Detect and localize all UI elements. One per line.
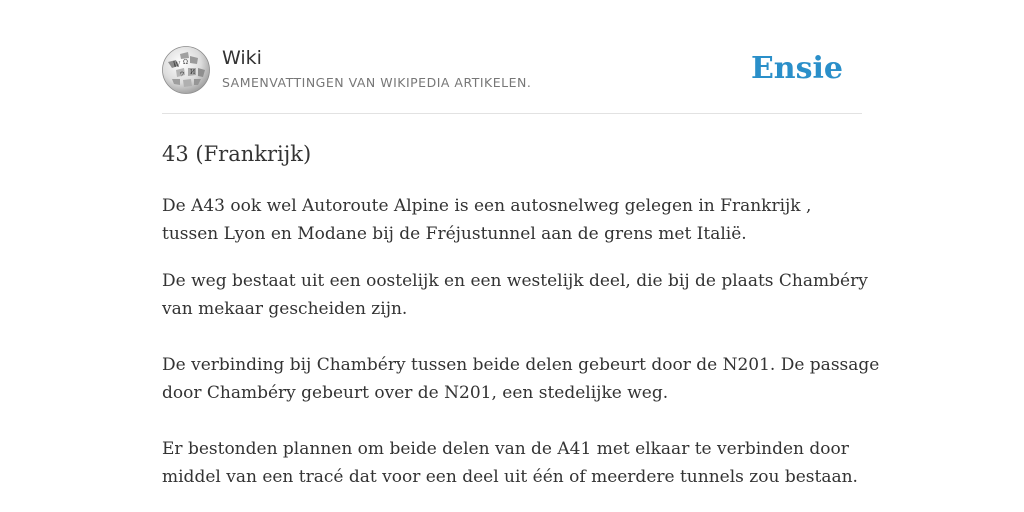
ensie-brand-link[interactable]: Ensie — [750, 51, 843, 86]
paragraph-line: Er bestonden plannen om beide delen van de A41 met elkaar te verbinden door — [162, 439, 849, 459]
svg-text:Ω: Ω — [183, 59, 188, 66]
content-container — [162, 0, 880, 491]
paragraph-line: De weg bestaat uit een oostelijk en een westelijk deel, die bij de plaats Chambéry — [162, 271, 868, 291]
article-title: 43 (Frankrijk) — [162, 142, 312, 166]
wikipedia-globe-icon — [162, 46, 210, 94]
wikipedia-logo-link[interactable] — [162, 46, 210, 94]
site-tagline: SAMENVATTINGEN VAN WIKIPEDIA ARTIKELEN. — [222, 75, 532, 90]
paragraph-line: middel van een tracé dat voor een deel uit één of meerdere tunnels zou bestaan. — [162, 467, 858, 487]
article-paragraph — [162, 351, 880, 407]
paragraph-line: De verbinding bij Chambéry tussen beide delen gebeurt door de N201. De passage — [162, 355, 880, 375]
paragraph-line: door Chambéry gebeurt over de N201, een stedelijke weg. — [162, 383, 669, 403]
svg-text:И: И — [190, 69, 196, 76]
article-paragraph — [162, 192, 862, 248]
svg-text:W: W — [173, 61, 181, 69]
site-title[interactable]: Wiki — [222, 47, 262, 69]
paragraph-line: tussen Lyon en Modane bij de Fréjustunnel aan de grens met Italië. — [162, 224, 747, 244]
paragraph-line: De A43 ook wel Autoroute Alpine is een autosnelweg gelegen in Frankrijk , — [162, 196, 812, 216]
site-header — [162, 0, 862, 114]
paragraph-line: van mekaar gescheiden zijn. — [162, 299, 408, 319]
article-paragraph — [162, 267, 868, 323]
article-paragraph — [162, 435, 862, 491]
svg-text:ウ: ウ — [179, 71, 186, 78]
